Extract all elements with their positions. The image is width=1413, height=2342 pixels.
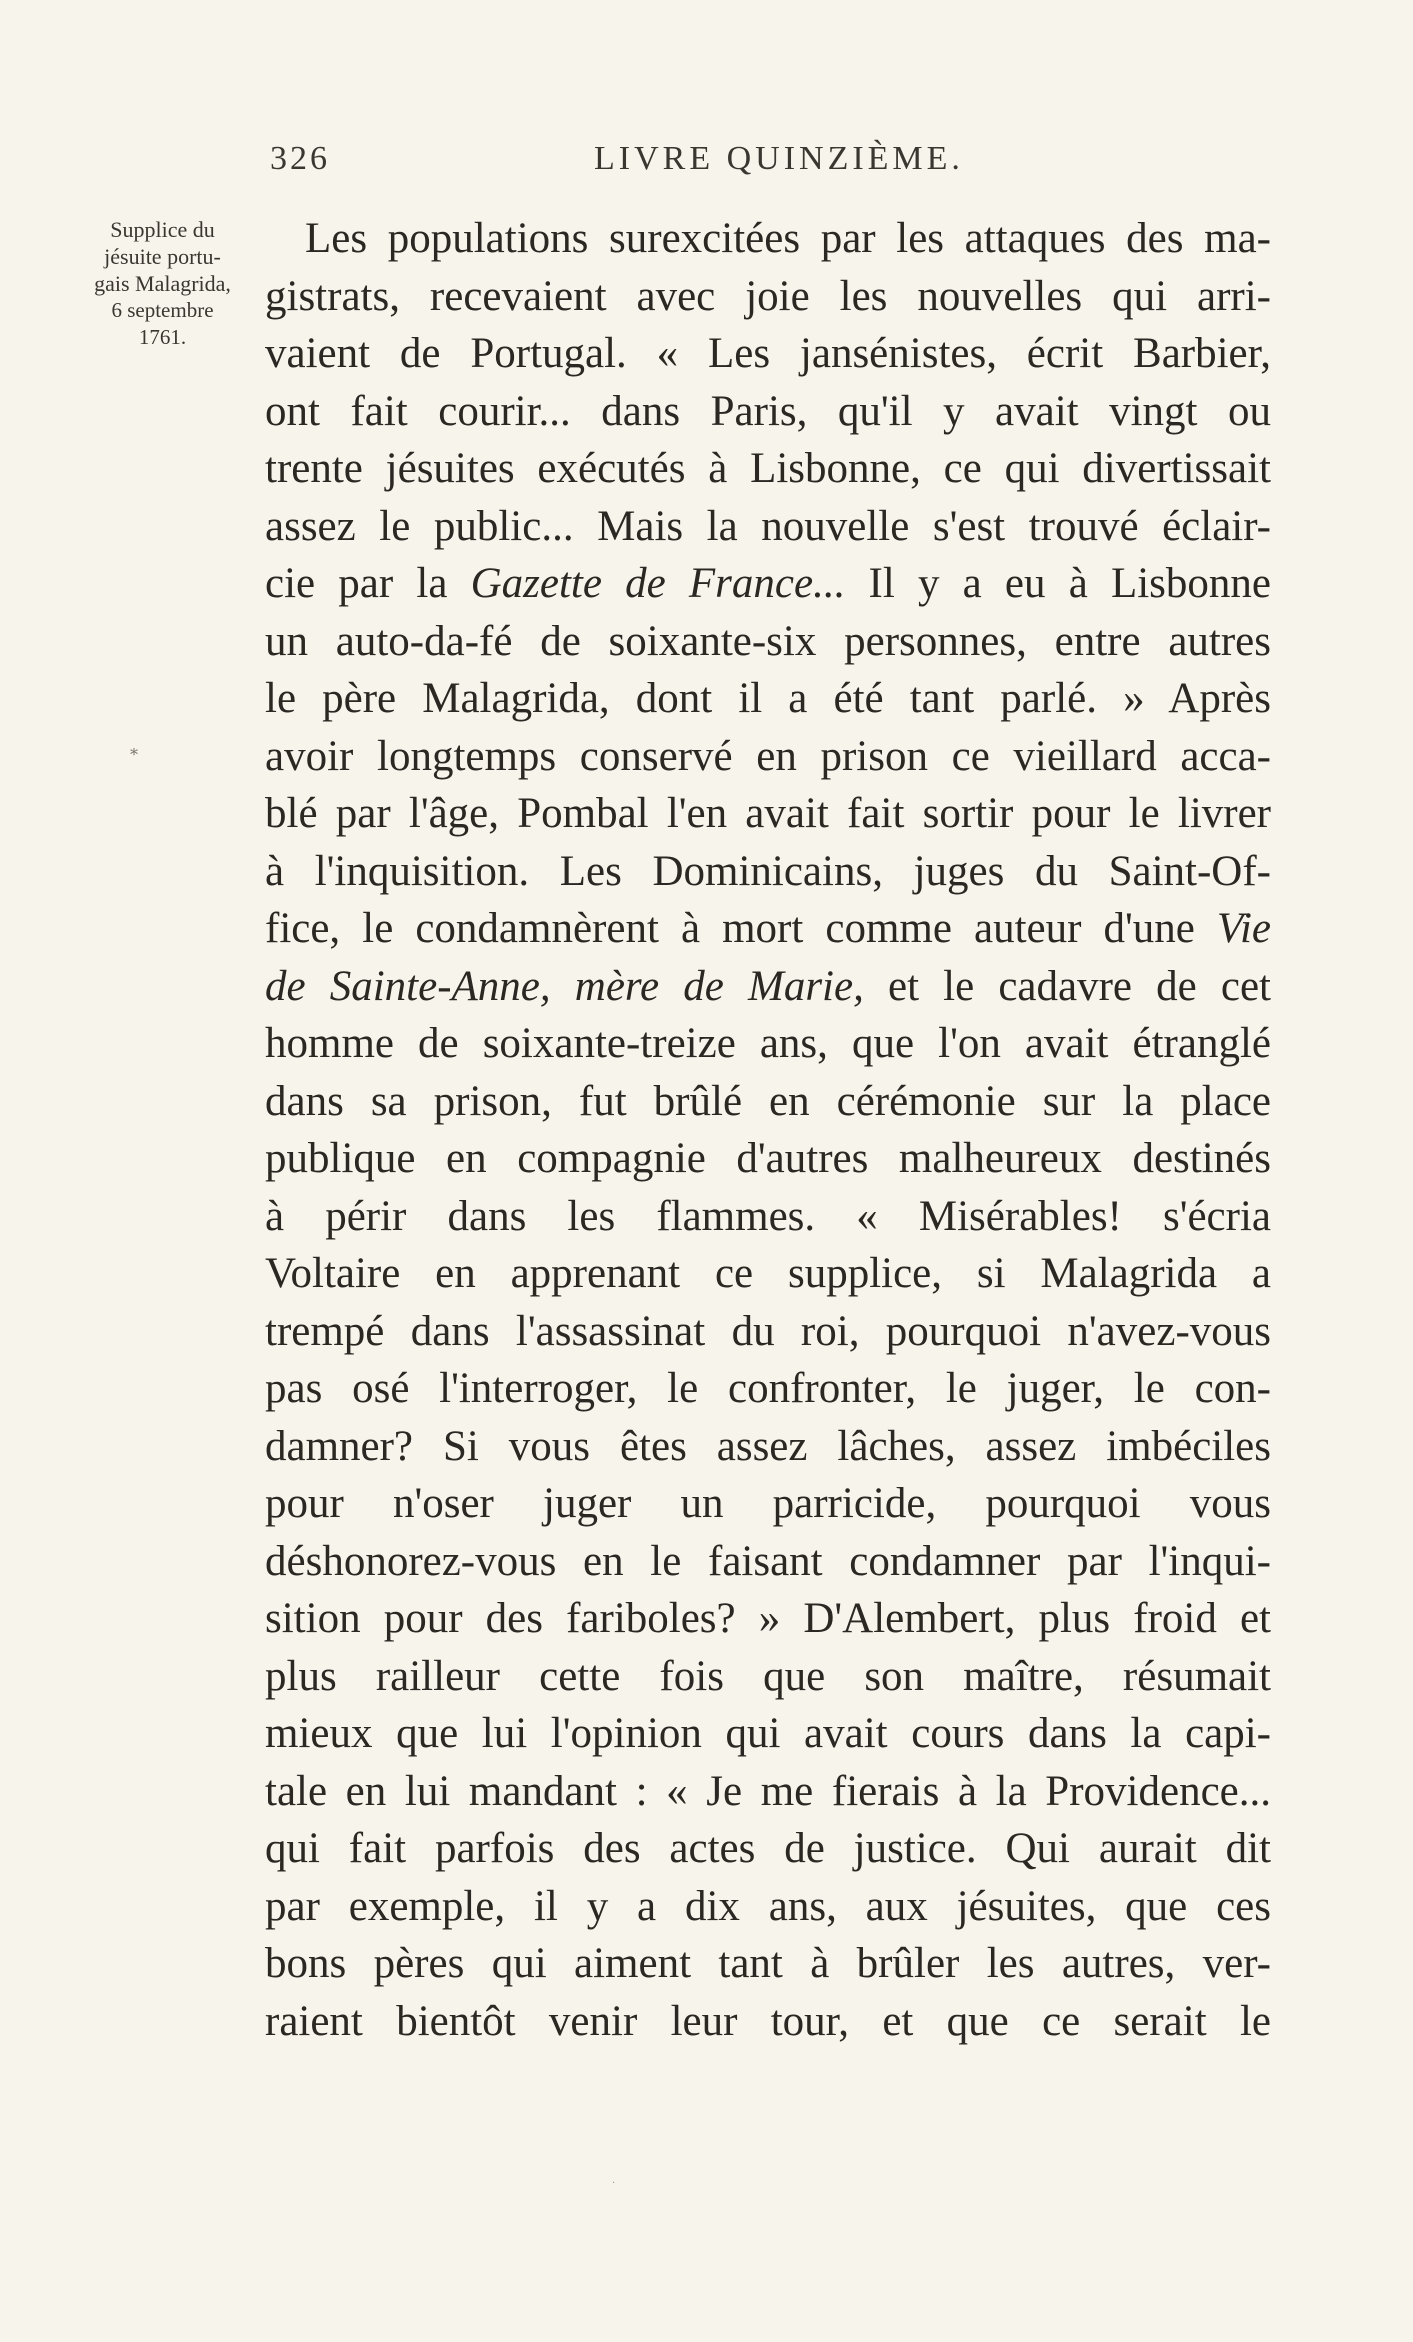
page-number: 326 (270, 140, 330, 177)
text-line: trempé dans l'assassinat du roi, pourquoi n'avez-vous (265, 1307, 1271, 1355)
text-line: Les populations surexcitées par les attaques des ma- (305, 215, 1271, 262)
text-line: pour n'oser juger un parricide, pourquoi vous (265, 1480, 1271, 1527)
text-line: ont fait courir... dans Paris, qu'il y avait vingt ou (265, 387, 1271, 435)
text-line: assez le public... Mais la nouvelle s'est trouvé éclair- (265, 502, 1271, 550)
text-line: avoir longtemps conservé en prison ce vieillard acca- (265, 732, 1271, 780)
text-line: publique en compagnie d'autres malheureux destinés (265, 1135, 1271, 1182)
text-line: damner? Si vous êtes assez lâches, assez imbéciles (265, 1422, 1271, 1470)
text-line: plus railleur cette fois que son maître, résumait (265, 1652, 1271, 1700)
text-line: gistrats, recevaient avec joie les nouvelles qui arri- (265, 272, 1271, 320)
text-line: un auto-da-fé de soixante-six personnes, entre autres (265, 617, 1271, 665)
text-line: homme de soixante-treize ans, que l'on avait étranglé (265, 1020, 1271, 1067)
text-line: vaient de Portugal. « Les jansénistes, écrit Barbier, (265, 330, 1271, 377)
margin-asterisk-mark: * (130, 745, 138, 764)
margin-note-line: jésuite portu- (104, 244, 221, 269)
margin-note-line: gais Malagrida, (94, 271, 231, 296)
text-line: à périr dans les flammes. « Misérables! s'écria (265, 1192, 1271, 1240)
text-line: raient bientôt venir leur tour, et que ce serait le (265, 1997, 1271, 2045)
body-paragraph (265, 210, 1271, 2050)
italic-title-gazette: Gazette de France... (470, 560, 846, 607)
text-line: blé par l'âge, Pombal l'en avait fait sortir pour le livrer (265, 790, 1271, 837)
text-line: mieux que lui l'opinion qui avait cours dans la capi- (265, 1710, 1271, 1757)
text-line (265, 900, 1271, 958)
italic-title-sainte-anne: de Sainte-Anne, mère de Marie, (265, 962, 864, 1010)
text-line: par exemple, il y a dix ans, aux jésuites, que ces (265, 1882, 1271, 1930)
text-line: tale en lui mandant : « Je me fierais à la Providence... (265, 1767, 1271, 1815)
text-line: dans sa prison, fut brûlé en cérémonie sur la place (265, 1077, 1271, 1125)
text-line: à l'inquisition. Les Dominicains, juges du Saint-Of- (265, 847, 1271, 895)
text-line: qui fait parfois des actes de justice. Qui aurait dit (265, 1825, 1271, 1872)
text-run: Il y a eu à Lisbonne (845, 560, 1271, 607)
text-line (265, 555, 1271, 613)
running-title: LIVRE QUINZIÈME. (594, 140, 964, 177)
text-run: cie par la (265, 560, 471, 607)
margin-note-line: 1761. (138, 325, 187, 349)
margin-note (70, 216, 255, 351)
text-line: pas osé l'interroger, le confronter, le juger, le con- (265, 1365, 1271, 1412)
margin-note-line: Supplice du (110, 217, 215, 242)
italic-title-vie: Vie (1216, 905, 1271, 952)
text-line (265, 958, 1271, 1016)
page-header (270, 140, 1270, 190)
text-line: bons pères qui aiment tant à brûler les autres, ver- (265, 1940, 1271, 1987)
text-line: trente jésuites exécutés à Lisbonne, ce qui divertissait (265, 445, 1271, 492)
text-run: et le cadavre de cet (863, 962, 1271, 1010)
text-line: le père Malagrida, dont il a été tant parlé. » Après (265, 675, 1271, 722)
text-run: fice, le condamnèrent à mort comme auteur d'une (265, 905, 1217, 952)
bottom-dot-mark: · (612, 2178, 616, 2189)
text-line: sition pour des fariboles? » D'Alembert, plus froid et (265, 1595, 1271, 1642)
margin-note-line: 6 septembre (111, 298, 214, 322)
text-line: Voltaire en apprenant ce supplice, si Malagrida a (265, 1250, 1271, 1297)
text-line: déshonorez-vous en le faisant condamner par l'inqui- (265, 1537, 1271, 1585)
